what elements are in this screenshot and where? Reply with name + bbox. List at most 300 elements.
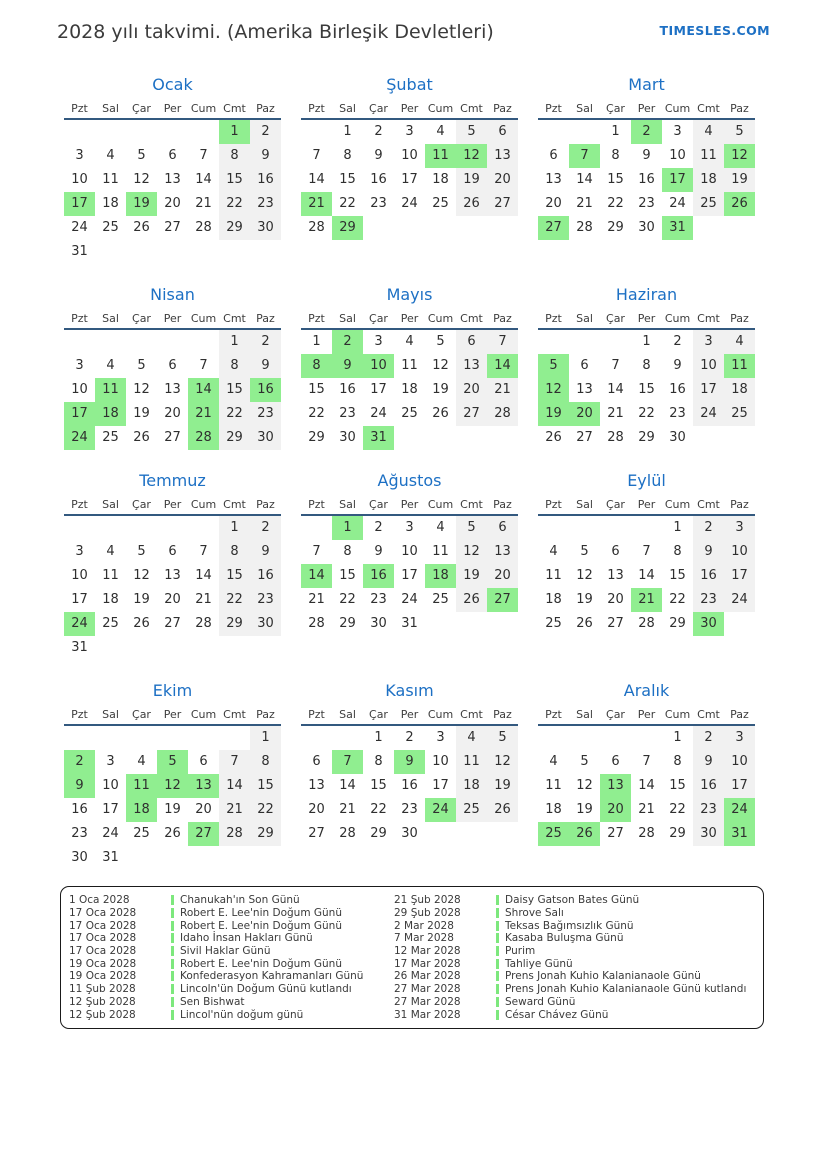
day-cell (693, 426, 724, 450)
day-cell: 23 (693, 798, 724, 822)
day-cell: 28 (195, 220, 212, 235)
holiday-row (69, 983, 394, 996)
holiday-row (394, 1008, 755, 1021)
day-cell (600, 726, 631, 750)
day-cell (64, 726, 95, 750)
holiday-date: 17 Oca 2028 (69, 919, 137, 932)
week-row (538, 750, 755, 774)
holiday-date: 7 Mar 2028 (394, 932, 454, 945)
week-row (538, 354, 755, 378)
week-row (301, 168, 518, 192)
day-cell: 20 (308, 802, 325, 817)
holiday-name: Tahliye Günü (505, 957, 573, 970)
day-cell: 17 (662, 168, 693, 192)
day-cell: 25 (456, 798, 487, 822)
holiday-name: Purim (505, 945, 536, 958)
weekday-label: Cum (427, 102, 454, 115)
day-cell: 30 (250, 216, 281, 240)
day-cell: 22 (219, 192, 250, 216)
day-cell: 18 (102, 196, 119, 211)
day-cell: 30 (638, 220, 655, 235)
day-cell: 11 (401, 358, 418, 373)
week-row (538, 564, 755, 588)
holiday-name: Sivil Haklar Günü (180, 945, 271, 958)
day-cell (301, 726, 332, 750)
weekday-label: Per (400, 498, 419, 511)
day-cell: 13 (487, 540, 518, 564)
day-cell (188, 120, 219, 144)
day-cell (487, 612, 518, 636)
day-cell (157, 846, 188, 870)
day-cell (126, 120, 157, 144)
day-cell: 5 (456, 120, 487, 144)
week-row (64, 144, 281, 168)
day-cell: 5 (137, 358, 146, 373)
day-cell: 6 (580, 358, 589, 373)
day-cell: 21 (195, 196, 212, 211)
month-title: Nisan (150, 285, 195, 304)
weekday-label: Cmt (223, 312, 246, 325)
day-cell: 4 (456, 726, 487, 750)
holiday-row (394, 983, 755, 996)
weekday-label: Çar (132, 102, 151, 115)
day-cell (456, 426, 487, 450)
weekday-header-row (64, 492, 281, 516)
day-cell: 28 (308, 220, 325, 235)
day-cell: 2 (250, 120, 281, 144)
day-cell: 7 (332, 750, 363, 774)
day-cell: 7 (312, 544, 321, 559)
holiday-date: 2 Mar 2028 (394, 919, 454, 932)
day-cell: 16 (250, 168, 281, 192)
weekday-label: Per (637, 102, 656, 115)
holiday-marker-icon (171, 997, 174, 1007)
day-cell: 3 (693, 330, 724, 354)
day-cell: 22 (339, 592, 356, 607)
day-cell: 7 (199, 544, 208, 559)
day-cell: 6 (456, 330, 487, 354)
day-cell: 27 (456, 402, 487, 426)
day-cell: 25 (538, 822, 569, 846)
month-title: Eylül (627, 471, 666, 490)
weekday-label: Paz (730, 102, 749, 115)
weekday-label: Sal (102, 498, 119, 511)
day-cell: 20 (487, 564, 518, 588)
site-link[interactable]: TIMESLES.COM (659, 23, 770, 38)
holiday-name: Shrove Salı (505, 907, 564, 920)
day-cell: 18 (126, 798, 157, 822)
day-cell: 25 (432, 196, 449, 211)
day-cell: 3 (724, 726, 755, 750)
day-cell: 4 (549, 754, 558, 769)
day-cell: 15 (669, 778, 686, 793)
holiday-row (394, 996, 755, 1009)
weekday-label: Cmt (223, 102, 246, 115)
holiday-row (69, 945, 394, 958)
weekday-label: Cmt (460, 498, 483, 511)
day-cell: 12 (133, 568, 150, 583)
day-cell (126, 846, 157, 870)
weekday-header-row (64, 702, 281, 726)
day-cell (95, 726, 126, 750)
weekday-label: Çar (606, 498, 625, 511)
day-cell: 8 (642, 358, 651, 373)
holiday-date: 29 Şub 2028 (394, 907, 461, 920)
day-cell: 26 (133, 616, 150, 631)
day-cell (188, 726, 219, 750)
day-cell: 25 (432, 592, 449, 607)
week-row (538, 402, 755, 426)
day-cell (631, 726, 662, 750)
holiday-marker-icon (171, 895, 174, 905)
day-cell: 16 (250, 564, 281, 588)
day-cell (600, 516, 631, 540)
day-cell: 29 (308, 430, 325, 445)
day-cell: 5 (580, 544, 589, 559)
weekday-label: Paz (493, 498, 512, 511)
day-cell: 29 (370, 826, 387, 841)
holiday-date: 27 Mar 2028 (394, 995, 461, 1008)
holiday-marker-icon (496, 971, 499, 981)
weekday-label: Cmt (460, 102, 483, 115)
day-cell: 12 (724, 144, 755, 168)
month-3 (538, 74, 755, 264)
day-cell (487, 822, 518, 846)
day-cell: 26 (545, 430, 562, 445)
day-cell: 4 (724, 330, 755, 354)
week-row (64, 564, 281, 588)
day-cell (456, 612, 487, 636)
holiday-date: 19 Oca 2028 (69, 957, 137, 970)
day-cell: 13 (164, 568, 181, 583)
day-cell: 11 (724, 354, 755, 378)
week-row (301, 564, 518, 588)
day-cell: 10 (71, 568, 88, 583)
day-cell: 29 (607, 220, 624, 235)
day-cell (538, 726, 569, 750)
weekday-label: Cmt (697, 498, 720, 511)
month-12 (538, 680, 755, 870)
weekday-label: Cum (427, 312, 454, 325)
week-row (301, 588, 518, 612)
day-cell: 15 (638, 382, 655, 397)
holiday-date: 21 Şub 2028 (394, 894, 461, 907)
day-cell: 17 (102, 802, 119, 817)
weekday-label: Paz (256, 312, 275, 325)
day-cell: 5 (436, 334, 445, 349)
holiday-name: Kasaba Buluşma Günü (505, 932, 624, 945)
day-cell: 23 (250, 192, 281, 216)
month-9 (538, 470, 755, 660)
weekday-label: Per (400, 312, 419, 325)
month-2 (301, 74, 518, 264)
day-cell: 23 (638, 196, 655, 211)
day-cell: 2 (64, 750, 95, 774)
month-title: Şubat (386, 75, 433, 94)
day-cell: 14 (339, 778, 356, 793)
day-cell: 14 (576, 172, 593, 187)
day-cell: 11 (693, 144, 724, 168)
day-cell: 5 (456, 516, 487, 540)
day-cell: 19 (133, 406, 150, 421)
day-cell: 10 (401, 148, 418, 163)
holiday-name: Robert E. Lee'nin Doğum Günü (180, 919, 342, 932)
day-cell: 9 (673, 358, 682, 373)
day-cell (188, 636, 219, 660)
day-cell: 3 (436, 730, 445, 745)
weekday-label: Sal (102, 708, 119, 721)
day-cell: 23 (250, 588, 281, 612)
month-11 (301, 680, 518, 870)
holiday-name: Sen Bishwat (180, 995, 245, 1008)
weekday-header-row (64, 96, 281, 120)
week-row (64, 846, 281, 870)
day-cell: 31 (71, 244, 88, 259)
day-cell: 13 (600, 774, 631, 798)
holiday-column (69, 894, 394, 1021)
day-cell: 12 (487, 750, 518, 774)
day-cell: 24 (724, 798, 755, 822)
day-cell: 21 (631, 588, 662, 612)
day-cell (64, 516, 95, 540)
day-cell: 1 (219, 516, 250, 540)
holiday-name: Chanukah'ın Son Günü (180, 894, 300, 907)
day-cell: 23 (370, 196, 387, 211)
day-cell: 3 (374, 334, 383, 349)
weekday-label: Sal (576, 498, 593, 511)
day-cell: 20 (456, 378, 487, 402)
day-cell: 21 (576, 196, 593, 211)
day-cell: 14 (308, 172, 325, 187)
day-cell: 15 (339, 568, 356, 583)
day-cell: 19 (538, 402, 569, 426)
day-cell (188, 240, 219, 264)
holiday-marker-icon (496, 997, 499, 1007)
day-cell: 24 (71, 220, 88, 235)
day-cell (219, 726, 250, 750)
day-cell: 14 (301, 564, 332, 588)
day-cell: 16 (669, 382, 686, 397)
day-cell: 4 (106, 148, 115, 163)
day-cell: 17 (693, 378, 724, 402)
day-cell: 16 (71, 802, 88, 817)
day-cell: 17 (724, 774, 755, 798)
day-cell: 4 (106, 358, 115, 373)
weekday-label: Cmt (223, 498, 246, 511)
day-cell: 9 (693, 750, 724, 774)
week-row (64, 774, 281, 798)
day-cell: 29 (219, 612, 250, 636)
day-cell (188, 330, 219, 354)
day-cell (157, 330, 188, 354)
month-title: Ocak (152, 75, 193, 94)
day-cell: 24 (401, 592, 418, 607)
day-cell: 15 (607, 172, 624, 187)
holiday-marker-icon (171, 908, 174, 918)
weekday-label: Cum (664, 498, 691, 511)
day-cell: 8 (250, 750, 281, 774)
week-row (64, 588, 281, 612)
day-cell: 1 (343, 124, 352, 139)
day-cell: 18 (456, 774, 487, 798)
week-row (64, 636, 281, 660)
day-cell: 12 (157, 774, 188, 798)
weekday-label: Çar (606, 708, 625, 721)
day-cell: 4 (549, 544, 558, 559)
day-cell: 3 (724, 516, 755, 540)
day-cell: 6 (549, 148, 558, 163)
day-cell: 17 (71, 592, 88, 607)
day-cell: 30 (669, 430, 686, 445)
day-cell (538, 330, 569, 354)
week-row (301, 330, 518, 354)
day-cell (157, 120, 188, 144)
day-cell: 29 (219, 216, 250, 240)
day-cell: 8 (611, 148, 620, 163)
day-cell: 18 (425, 564, 456, 588)
day-cell (600, 330, 631, 354)
weekday-label: Sal (102, 102, 119, 115)
day-cell: 1 (250, 726, 281, 750)
holiday-column (394, 894, 755, 1021)
holiday-date: 17 Oca 2028 (69, 907, 137, 920)
day-cell: 14 (195, 172, 212, 187)
day-cell: 26 (432, 406, 449, 421)
holiday-marker-icon (496, 984, 499, 994)
day-cell: 22 (669, 592, 686, 607)
day-cell: 11 (102, 172, 119, 187)
day-cell: 13 (487, 144, 518, 168)
holiday-name: César Chávez Günü (505, 1008, 609, 1021)
day-cell: 26 (724, 192, 755, 216)
holiday-marker-icon (171, 933, 174, 943)
weekday-label: Cum (427, 708, 454, 721)
holiday-row (394, 957, 755, 970)
day-cell: 29 (669, 616, 686, 631)
week-row (538, 216, 755, 240)
week-row (301, 798, 518, 822)
day-cell (569, 516, 600, 540)
weekday-header-row (301, 96, 518, 120)
day-cell: 30 (71, 850, 88, 865)
weekday-label: Cmt (697, 312, 720, 325)
day-cell: 27 (487, 192, 518, 216)
holiday-marker-icon (496, 1010, 499, 1020)
day-cell: 28 (607, 430, 624, 445)
week-row (301, 726, 518, 750)
week-row (301, 120, 518, 144)
day-cell: 11 (432, 544, 449, 559)
day-cell: 24 (425, 798, 456, 822)
day-cell: 8 (301, 354, 332, 378)
day-cell (219, 846, 250, 870)
weekday-label: Paz (493, 708, 512, 721)
week-row (64, 192, 281, 216)
weekday-header-row (301, 492, 518, 516)
day-cell: 14 (638, 778, 655, 793)
day-cell: 25 (133, 826, 150, 841)
day-cell: 19 (487, 774, 518, 798)
weekday-label: Paz (730, 498, 749, 511)
week-row (538, 144, 755, 168)
day-cell: 30 (250, 426, 281, 450)
day-cell: 14 (638, 568, 655, 583)
week-row (64, 330, 281, 354)
day-cell: 4 (405, 334, 414, 349)
day-cell (569, 330, 600, 354)
day-cell (157, 240, 188, 264)
weekday-label: Paz (730, 312, 749, 325)
day-cell: 19 (724, 168, 755, 192)
day-cell: 25 (102, 616, 119, 631)
holiday-date: 17 Oca 2028 (69, 932, 137, 945)
day-cell: 31 (401, 616, 418, 631)
day-cell (250, 636, 281, 660)
day-cell: 15 (219, 168, 250, 192)
weekday-label: Per (163, 102, 182, 115)
day-cell: 17 (64, 192, 95, 216)
holiday-marker-icon (496, 946, 499, 956)
day-cell: 10 (401, 544, 418, 559)
holiday-name: Prens Jonah Kuhio Kalanianaole Günü kutlandı (505, 983, 747, 996)
day-cell: 15 (219, 378, 250, 402)
day-cell: 17 (401, 172, 418, 187)
day-cell (724, 216, 755, 240)
day-cell: 18 (401, 382, 418, 397)
week-row (538, 378, 755, 402)
day-cell: 24 (370, 406, 387, 421)
holiday-name: Idaho İnsan Hakları Günü (180, 932, 313, 945)
holiday-row (69, 996, 394, 1009)
week-row (64, 216, 281, 240)
day-cell: 4 (106, 544, 115, 559)
weekday-label: Cum (190, 312, 217, 325)
day-cell: 24 (64, 426, 95, 450)
holiday-name: Robert E. Lee'nin Doğum Günü (180, 907, 342, 920)
weekday-label: Cum (190, 498, 217, 511)
day-cell: 11 (95, 378, 126, 402)
day-cell: 5 (580, 754, 589, 769)
day-cell (456, 822, 487, 846)
day-cell (425, 216, 456, 240)
day-cell: 22 (250, 798, 281, 822)
day-cell (250, 240, 281, 264)
week-row (301, 612, 518, 636)
weekday-header-row (538, 96, 755, 120)
day-cell (126, 636, 157, 660)
week-row (64, 378, 281, 402)
day-cell: 20 (164, 196, 181, 211)
holiday-date: 12 Şub 2028 (69, 1008, 136, 1021)
day-cell: 3 (106, 754, 115, 769)
day-cell (538, 120, 569, 144)
holiday-date: 12 Şub 2028 (69, 995, 136, 1008)
day-cell: 25 (102, 430, 119, 445)
day-cell: 19 (126, 192, 157, 216)
day-cell: 19 (456, 564, 487, 588)
day-cell: 12 (576, 568, 593, 583)
week-row (64, 822, 281, 846)
holiday-name: Lincoln'ün Doğum Günü kutlandı (180, 983, 352, 996)
day-cell: 21 (638, 802, 655, 817)
weekday-label: Sal (576, 708, 593, 721)
page-title: 2028 yılı takvimi. (Amerika Birleşik Devletleri) (57, 21, 494, 43)
holiday-row (69, 932, 394, 945)
day-cell: 20 (569, 402, 600, 426)
weekday-label: Pzt (308, 102, 325, 115)
day-cell: 7 (199, 148, 208, 163)
day-cell: 1 (611, 124, 620, 139)
